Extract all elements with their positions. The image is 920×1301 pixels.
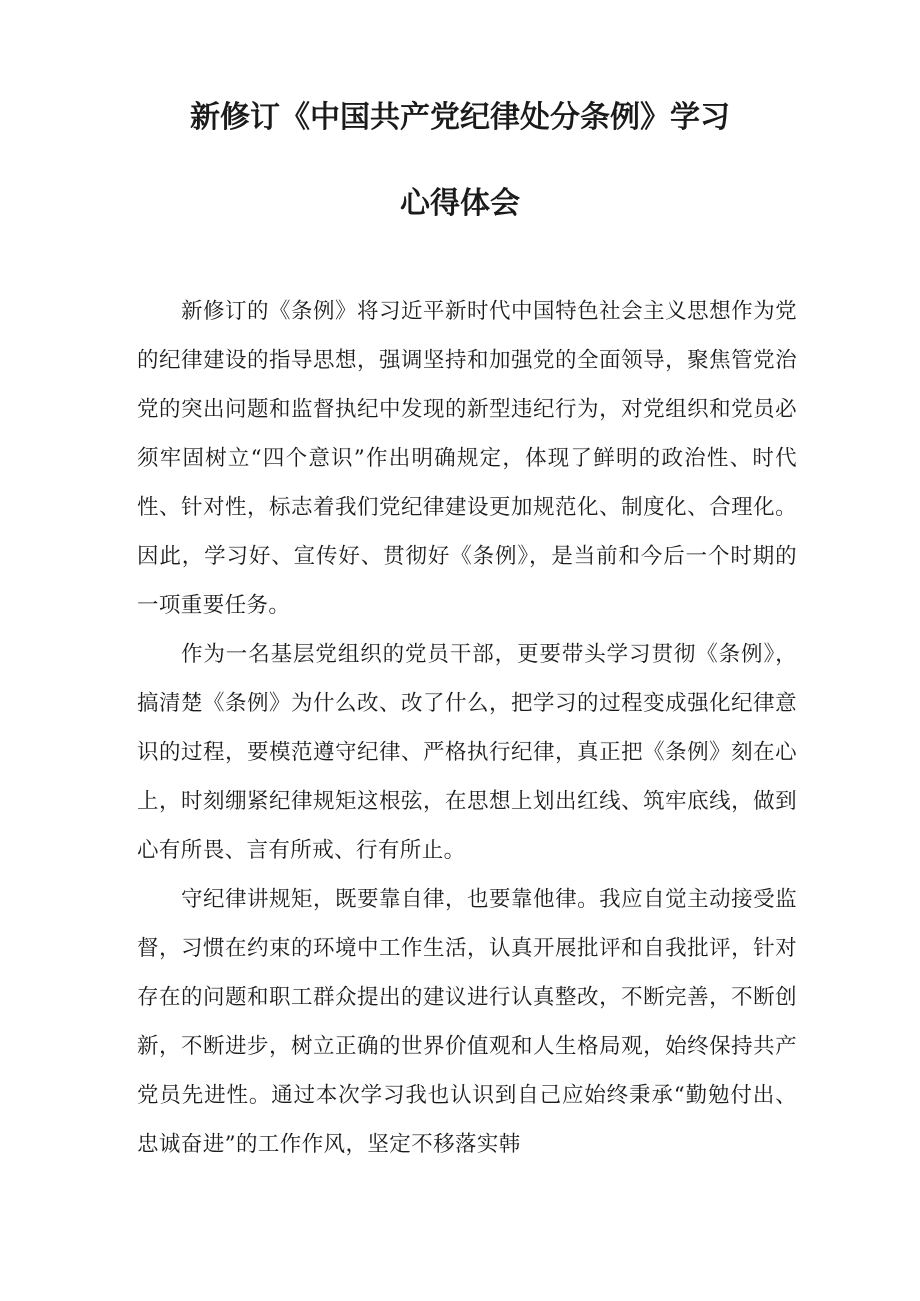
title-line-1: 新修订《中国共产党纪律处分条例》学习 [190,100,730,135]
document-body [137,287,797,1169]
paragraph-3: 守纪律讲规矩，既要靠自律，也要靠他律。我应自觉主动接受监督，习惯在约束的环境中工作生活，认真开展批评和自我批评，针对存在的问题和职工群众提出的建议进行认真整改，不断完善，不断创新，不断进步，树立正确的世界价值观和人生格局观，始终保持共产党员先进性。通过本次学习我也认识到自己应始终秉承“勤勉付出、忠诚奋进”的工作作风，坚定不移落实韩 [137,887,797,1157]
paragraph-1: 新修订的《条例》将习近平新时代中国特色社会主义思想作为党的纪律建设的指导思想，强调坚持和加强党的全面领导，聚焦管党治党的突出问题和监督执纪中发现的新型违纪行为，对党组织和党员必须牢固树立“四个意识”作出明确规定，体现了鲜明的政治性、时代性、针对性，标志着我们党纪律建设更加规范化、制度化、合理化。因此，学习好、宣传好、贯彻好《条例》，是当前和今后一个时期的一项重要任务。 [137,299,797,618]
title-line-2: 心得体会 [400,186,520,221]
paragraph-2: 作为一名基层党组织的党员干部，更要带头学习贯彻《条例》，搞清楚《条例》为什么改、改了什么，把学习的过程变成强化纪律意识的过程，要模范遵守纪律、严格执行纪律，真正把《条例》刻在心上，时刻绷紧纪律规矩这根弦，在思想上划出红线、筑牢底线，做到心有所畏、言有所戒、行有所止。 [137,642,797,863]
document-title [0,98,920,224]
